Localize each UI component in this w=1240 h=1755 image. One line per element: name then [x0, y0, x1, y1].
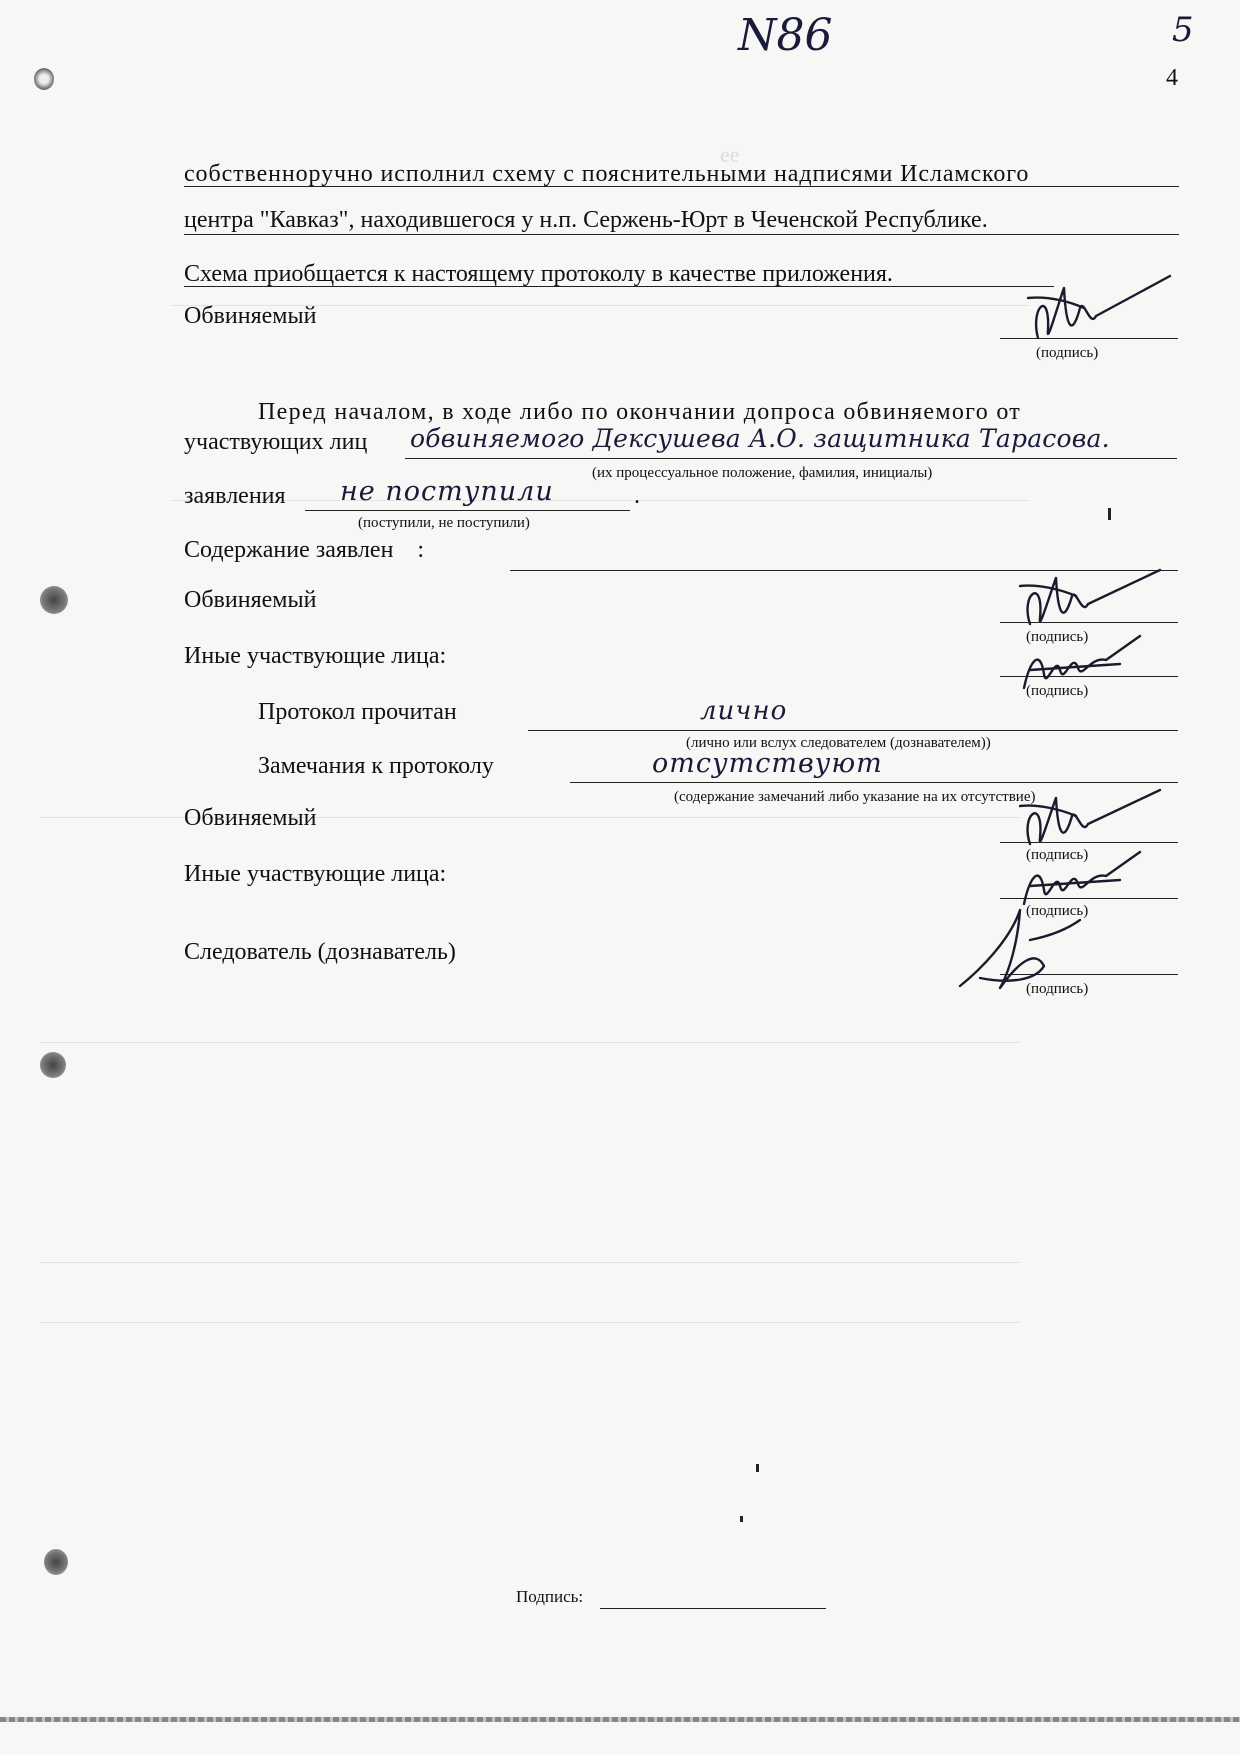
signature-investigator	[940, 900, 1090, 1000]
signature-caption-5: (подпись)	[1026, 903, 1089, 919]
protocol-read-underline	[528, 730, 1178, 731]
scan-bottom-edge	[0, 1717, 1240, 1722]
protocol-read-caption: (лично или вслух следователем (дознавателем))	[686, 735, 991, 751]
accused-label-3: Обвиняемый	[184, 805, 317, 831]
remarks-caption: (содержание замечаний либо указание на их отсутствие)	[674, 789, 1036, 805]
signature-accused-1	[1020, 268, 1180, 358]
punch-hole-2	[40, 586, 68, 614]
protocol-read-label: Протокол прочитан	[258, 699, 457, 725]
page-number-handwritten: 5	[1172, 10, 1194, 50]
doc-number-handwritten: N86	[738, 10, 833, 61]
signature-caption-1: (подпись)	[1036, 345, 1099, 361]
signature-participant-1	[1010, 630, 1150, 700]
stray-mark	[740, 1516, 743, 1522]
punch-hole-3	[40, 1052, 66, 1078]
other-participants-label-1: Иные участвующие лица:	[184, 643, 447, 669]
footer-signature-line	[600, 1608, 826, 1609]
signature-caption-2: (подпись)	[1026, 629, 1089, 645]
participants-label: участвующих лиц	[184, 429, 368, 455]
statements-handwritten: не поступили	[340, 476, 554, 507]
statements-underline	[305, 510, 630, 511]
protocol-read-handwritten: лично	[700, 696, 788, 726]
signature-caption-3: (подпись)	[1026, 683, 1089, 699]
statement-intro: Перед началом, в ходе либо по окончании допроса обвиняемого от	[258, 399, 1022, 425]
body-line-2-underline	[184, 234, 1179, 235]
body-line-1-underline	[184, 186, 1179, 187]
participants-underline	[405, 458, 1177, 459]
stray-mark	[1108, 508, 1111, 520]
statements-label: заявления	[184, 483, 286, 509]
accused-label-1: Обвиняемый	[184, 303, 317, 329]
stray-mark	[756, 1464, 759, 1472]
punch-hole-4	[44, 1549, 68, 1575]
statements-end: .	[634, 483, 640, 509]
statements-content-label: Содержание заявлен :	[184, 537, 425, 563]
body-line-1: собственноручно исполнил схему с пояснительными надписями Исламского	[184, 161, 1030, 187]
page-number-printed: 4	[1166, 65, 1178, 91]
body-line-3: Схема приобщается к настоящему протоколу в качестве приложения.	[184, 261, 893, 287]
other-participants-label-2: Иные участвующие лица:	[184, 861, 447, 887]
punch-hole-1	[34, 68, 54, 90]
statements-caption: (поступили, не поступили)	[358, 515, 530, 531]
signature-caption-4: (подпись)	[1026, 847, 1089, 863]
remarks-label: Замечания к протоколу	[258, 753, 494, 779]
signature-caption-6: (подпись)	[1026, 981, 1089, 997]
participants-handwritten: обвиняемого Дексушева А.О. защитника Тарасова.	[410, 424, 1110, 453]
accused-label-2: Обвиняемый	[184, 587, 317, 613]
participants-caption: (их процессуальное положение, фамилия, инициалы)	[592, 465, 933, 481]
remarks-handwritten: отсутствуют	[652, 748, 883, 779]
footer-signature-label: Подпись:	[516, 1587, 584, 1606]
signature-accused-2	[1010, 560, 1170, 640]
body-line-2: центра "Кавказ", находившегося у н.п. Сержень-Юрт в Чеченской Республике.	[184, 207, 988, 233]
body-line-3-underline	[184, 286, 1054, 287]
investigator-label: Следователь (дознаватель)	[184, 939, 456, 965]
